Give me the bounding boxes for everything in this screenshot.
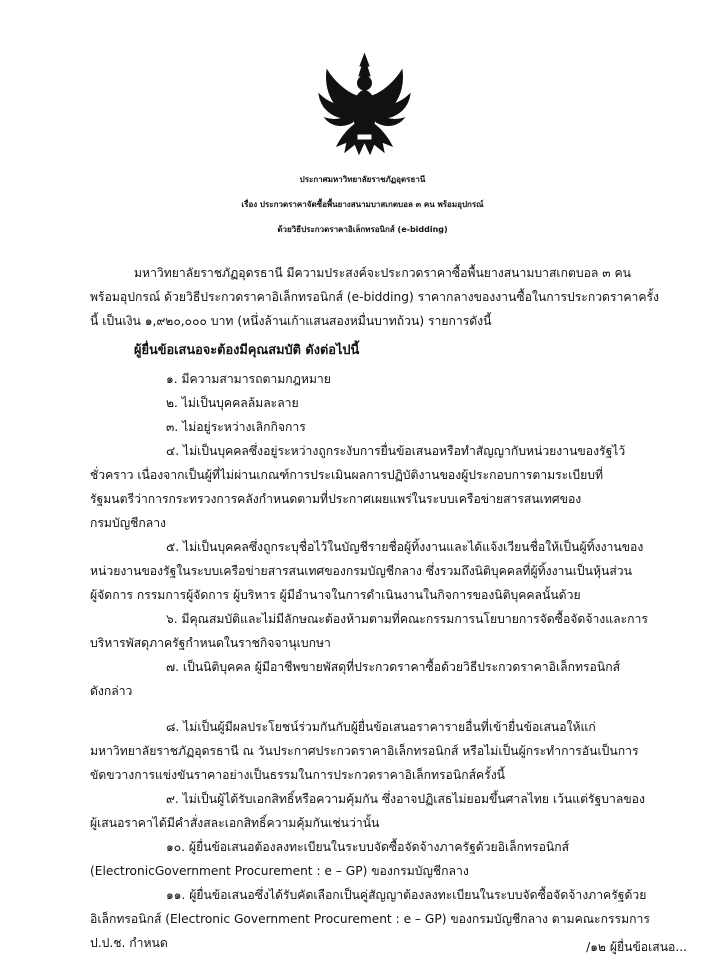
- qualification-5-line-3: ผู้จัดการ กรรมการผู้จัดการ ผู้บริหาร ผู้มีอำนาจในการดำเนินงานในกิจการของนิติบุคคลนั้นด้วย: [90, 588, 581, 602]
- qualification-9-line-1: ๙. ไม่เป็นผู้ได้รับเอกสิทธิ์หรือความคุ้มกัน ซึ่งอาจปฏิเสธไม่ยอมขึ้นศาลไทย เว้นแต่รัฐบาลของ: [166, 792, 645, 806]
- qualification-8-line-3: ขัดขวางการแข่งขันราคาอย่างเป็นธรรมในการประกวดราคาอิเล็กทรอนิกส์ครั้งนี้: [90, 768, 505, 782]
- qualification-7-line-1: ๗. เป็นนิติบุคคล ผู้มีอาชีพขายพัสดุที่ประกวดราคาซื้อด้วยวิธีประกวดราคาอิเล็กทรอนิกส์: [166, 660, 621, 674]
- qualification-3: ๓. ไม่อยู่ระหว่างเลิกกิจการ: [166, 420, 306, 434]
- qualification-4-line-4: กรมบัญชีกลาง: [90, 516, 166, 530]
- page-continuation: /๑๒ ผู้ยื่นข้อเสนอ...: [586, 940, 687, 954]
- qualification-6-line-1: ๖. มีคุณสมบัติและไม่มีลักษณะต้องห้ามตามที่คณะกรรมการนโยบายการจัดซื้อจัดจ้างและการ: [166, 612, 648, 626]
- announcement-subject: เรื่อง ประกวดราคาจัดซื้อพื้นยางสนามบาสเกตบอล ๓ คน พร้อมอุปกรณ์: [241, 200, 484, 209]
- qualification-4-line-1: ๔. ไม่เป็นบุคคลซึ่งอยู่ระหว่างถูกระงับการยื่นข้อเสนอหรือทำสัญญากับหน่วยงานของรัฐไว้: [166, 444, 626, 458]
- intro-line-1: มหาวิทยาลัยราชภัฏอุดรธานี มีความประสงค์จะประกวดราคาซื้อพื้นยางสนามบาสเกตบอล ๓ คน: [134, 266, 631, 280]
- qualification-1: ๑. มีความสามารถตามกฎหมาย: [166, 372, 331, 386]
- intro-line-2: พร้อมอุปกรณ์ ด้วยวิธีประกวดราคาอิเล็กทรอนิกส์ (e-bidding) ราคากลางของงานซื้อในการประกวดราคาครั้ง: [90, 290, 660, 304]
- qualification-6-line-2: บริหารพัสดุภาครัฐกำหนดในราชกิจจานุเบกษา: [90, 636, 331, 650]
- garuda-emblem-icon: [317, 50, 412, 160]
- qualification-2: ๒. ไม่เป็นบุคคลล้มละลาย: [166, 396, 299, 410]
- qualification-11-line-3: ป.ป.ช. กำหนด: [90, 936, 168, 950]
- qualification-5-line-1: ๕. ไม่เป็นบุคคลซึ่งถูกระบุชื่อไว้ในบัญชีรายชื่อผู้ทิ้งงานและได้แจ้งเวียนชื่อให้เป็นผู้ทิ้งงานของ: [166, 540, 644, 554]
- announcement-title: ประกาศมหาวิทยาลัยราชภัฏอุดรธานี: [299, 175, 426, 184]
- qualification-4-line-3: รัฐมนตรีว่าการกระทรวงการคลังกำหนดตามที่ประกาศเผยแพร่ในระบบเครือข่ายสารสนเทศของ: [90, 492, 582, 506]
- intro-line-3: นี้ เป็นเงิน ๑,๙๒๐,๐๐๐ บาท (หนึ่งล้านเก้าแสนสองหมื่นบาทถ้วน) รายการดังนี้: [90, 314, 492, 328]
- qualification-8-line-2: มหาวิทยาลัยราชภัฏอุดรธานี ณ วันประกาศประกวดราคาอิเล็กทรอนิกส์ หรือไม่เป็นผู้กระทำการอันเป็นการ: [90, 744, 639, 758]
- qualification-5-line-2: หน่วยงานของรัฐในระบบเครือข่ายสารสนเทศของกรมบัญชีกลาง ซึ่งรวมถึงนิติบุคคลที่ผู้ทิ้งงานเป็นหุ้นส่วน: [90, 564, 632, 578]
- announcement-method: ด้วยวิธีประกวดราคาอิเล็กทรอนิกส์ (e-bidding): [277, 225, 448, 234]
- qualification-9-line-2: ผู้เสนอราคาได้มีคำสั่งสละเอกสิทธิ์ความคุ้มกันเช่นว่านั้น: [90, 816, 380, 830]
- qualification-4-line-2: ชั่วคราว เนื่องจากเป็นผู้ที่ไม่ผ่านเกณฑ์การประเมินผลการปฏิบัติงานของผู้ประกอบการตามระเบียบที่: [90, 468, 604, 482]
- qualification-11-line-1: ๑๑. ผู้ยื่นข้อเสนอซึ่งได้รับคัดเลือกเป็นคู่สัญญาต้องลงทะเบียนในระบบจัดซื้อจัดจ้างภาครัฐด้วย: [166, 888, 647, 902]
- qualification-8-line-1: ๘. ไม่เป็นผู้มีผลประโยชน์ร่วมกันกับผู้ยื่นข้อเสนอราคารายอื่นที่เข้ายื่นข้อเสนอให้แก่: [166, 720, 596, 734]
- qualifications-heading: ผู้ยื่นข้อเสนอจะต้องมีคุณสมบัติ ดังต่อไปนี้: [134, 343, 360, 358]
- qualification-7-line-2: ดังกล่าว: [90, 684, 133, 698]
- qualification-11-line-2: อิเล็กทรอนิกส์ (Electronic Government Procurement : e – GP) ของกรมบัญชีกลาง ตามคณะกรรมการ: [90, 912, 650, 926]
- qualification-10-line-1: ๑๐. ผู้ยื่นข้อเสนอต้องลงทะเบียนในระบบจัดซื้อจัดจ้างภาครัฐด้วยอิเล็กทรอนิกส์: [166, 840, 570, 854]
- qualification-10-line-2: (ElectronicGovernment Procurement : e – GP) ของกรมบัญชีกลาง: [90, 864, 469, 878]
